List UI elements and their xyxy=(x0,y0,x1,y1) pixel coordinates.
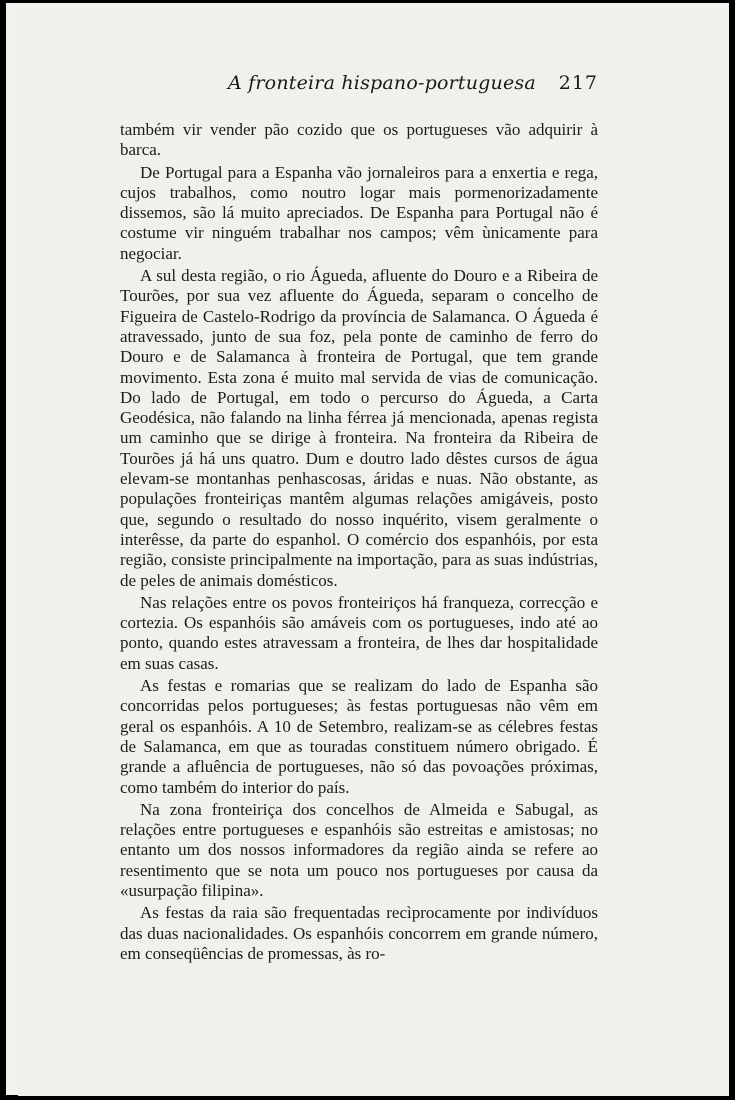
running-title: A fronteira hispano-portuguesa xyxy=(228,72,536,94)
paragraph-festas: As festas e romarias que se realizam do lado de Espanha são concorridas pelos portugueses; às festas portuguesas não vêm em geral os espanhóis. A 10 de Setembro, realizam-se as célebres festas de Salamanca, em que as touradas constituem número obrigado. É grande a afluência de portugueses, não só das povoações próximas, como também do interior do país. xyxy=(120,676,598,797)
running-head xyxy=(120,72,598,104)
paragraph-relacoes: Nas relações entre os povos fronteiriços há franqueza, correcção e cortezia. Os espanhóis são amáveis com os portugueses, indo até ao ponto, quando estes atravessam a fronteira, de lhes dar hospitalidade em suas casas. xyxy=(120,592,598,673)
paragraph-raia: As festas da raia são frequentadas recìprocamente por indivíduos das duas nacionalidades. Os espanhóis concorrem em grande número, em conseqüências de promessas, às ro- xyxy=(120,903,598,963)
paragraph-almeida-sabugal: Na zona fronteiriça dos concelhos de Almeida e Sabugal, as relações entre portugueses e espanhóis são estreitas e amistosas; no entanto um dos nossos informadores da região ainda se refere ao resentimento que se nota um pouco nos portugueses por causa da «usurpação filipina». xyxy=(120,799,598,900)
body-text xyxy=(120,120,598,964)
paragraph-jornaleiros: De Portugal para a Espanha vão jornaleiros para a enxertia e rega, cujos trabalhos, como noutro logar mais pormenorizadamente dissemos, são lá muito apreciados. De Espanha para Portugal não é costume vir ninguém trabalhar nos campos; vêm ùnicamente para negociar. xyxy=(120,162,598,263)
page-number: 217 xyxy=(558,72,598,94)
paragraph-agueda: A sul desta região, o rio Águeda, afluente do Douro e a Ribeira de Tourões, por sua vez afluente do Águeda, separam o concelho de Figueira de Castelo-Rodrigo da província de Salamanca. O Águeda é atravessado, junto de sua foz, pela ponte de caminho de ferro do Douro e de Salamanca à fronteira de Portugal, que tem grande movimento. Esta zona é muito mal servida de vias de comunicação. Do lado de Portugal, em todo o percurso do Águeda, a Carta Geodésica, não falando na linha férrea já mencionada, apenas regista um caminho que se dirige à fronteira. Na fronteira da Ribeira de Tourões já há uns quatro. Dum e doutro lado dêstes cursos de água elevam-se montanhas penhascosas, áridas e nuas. Não obstante, as populações fronteiriças mantêm algumas relações amigáveis, posto que, segundo o resultado do nosso inquérito, visem geralmente o interêsse, da parte do espanhol. O comércio dos espanhóis, por esta região, consiste principalmente na importação, para as suas indústrias, de peles de animais domésticos. xyxy=(120,266,598,590)
paragraph-continuation: também vir vender pão cozido que os portugueses vão adquirir à barca. xyxy=(120,120,598,160)
